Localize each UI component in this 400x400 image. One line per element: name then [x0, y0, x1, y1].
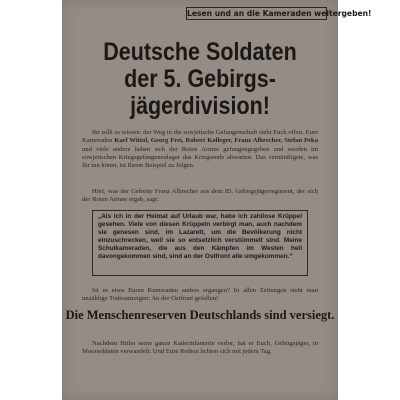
casualty-paragraph	[82, 287, 318, 304]
title-line-1: Deutsche Soldaten	[103, 38, 297, 66]
prisoner-names: Karl Wittol, Georg Frei, Robert Kolleger, Franz Albrecher, Stefan Peka	[114, 137, 318, 145]
subheading: Die Menschenreserven Deutschlands sind versiegt.	[65, 308, 335, 322]
intro-text-end: und viele andere haben sich der Roten Armee gefangengegeben und werden im sowjetischen Kriegsgefangenenlager das Kriegsende abwarten. Das vernünftigste, was Ihr tun könnt, ist Ihrem Beispiel zu folgen.	[82, 145, 318, 170]
quote-intro-text: Hört, was der Gefreite Franz Albrecher aus dem 85. Gebirgsjägerregiment, der sich der Roten Armee ergab, sagt:	[82, 188, 318, 204]
intro-text-start: Ihr sollt es wissen: der Weg in die sowjetische Gefangenschaft steht Euch offen. Eure Kameraden	[82, 129, 318, 145]
closing-text: Nachdem Hitler seine ganze Kaderinfanterie verlor, hat er Euch, Gebirgsjäger, in Moorsoldaten verwandelt. Und Eure Reihen lichten sich mit jedem Tag.	[82, 340, 318, 356]
casualty-text: Ist es etwa Euren Kameraden anders ergangen? In allen Zeitungen sieht man unzählige Todesanzeigen: An der Ostfront gefallen!	[82, 287, 318, 303]
testimony-quote-box: „Als ich in der Heimat auf Urlaub war, habe ich zahllose Krüppel gesehen. Viele von diesen Krüppeln verbirgt man, auch nachdem sie genesen sind, im Lazarett, um die Bevölkerung nicht einzuschrecken, weil sie so entsetzlich verstümmelt sind. Meine Schulkameraden, die aus den Kämpfen im Westen heil davongekommen sind, sind an der Ostfront alle umgekommen.“	[92, 210, 308, 276]
intro-paragraph	[82, 129, 318, 170]
closing-paragraph	[82, 340, 318, 357]
tagline-box: Lesen und an die Kameraden weitergeben!	[187, 9, 372, 18]
title-line-3: jägerdivision!	[130, 92, 270, 120]
leaflet-sheet	[62, 0, 372, 400]
title-line-2: der 5. Gebirgs-	[124, 65, 276, 93]
quote-intro-paragraph	[82, 188, 318, 205]
